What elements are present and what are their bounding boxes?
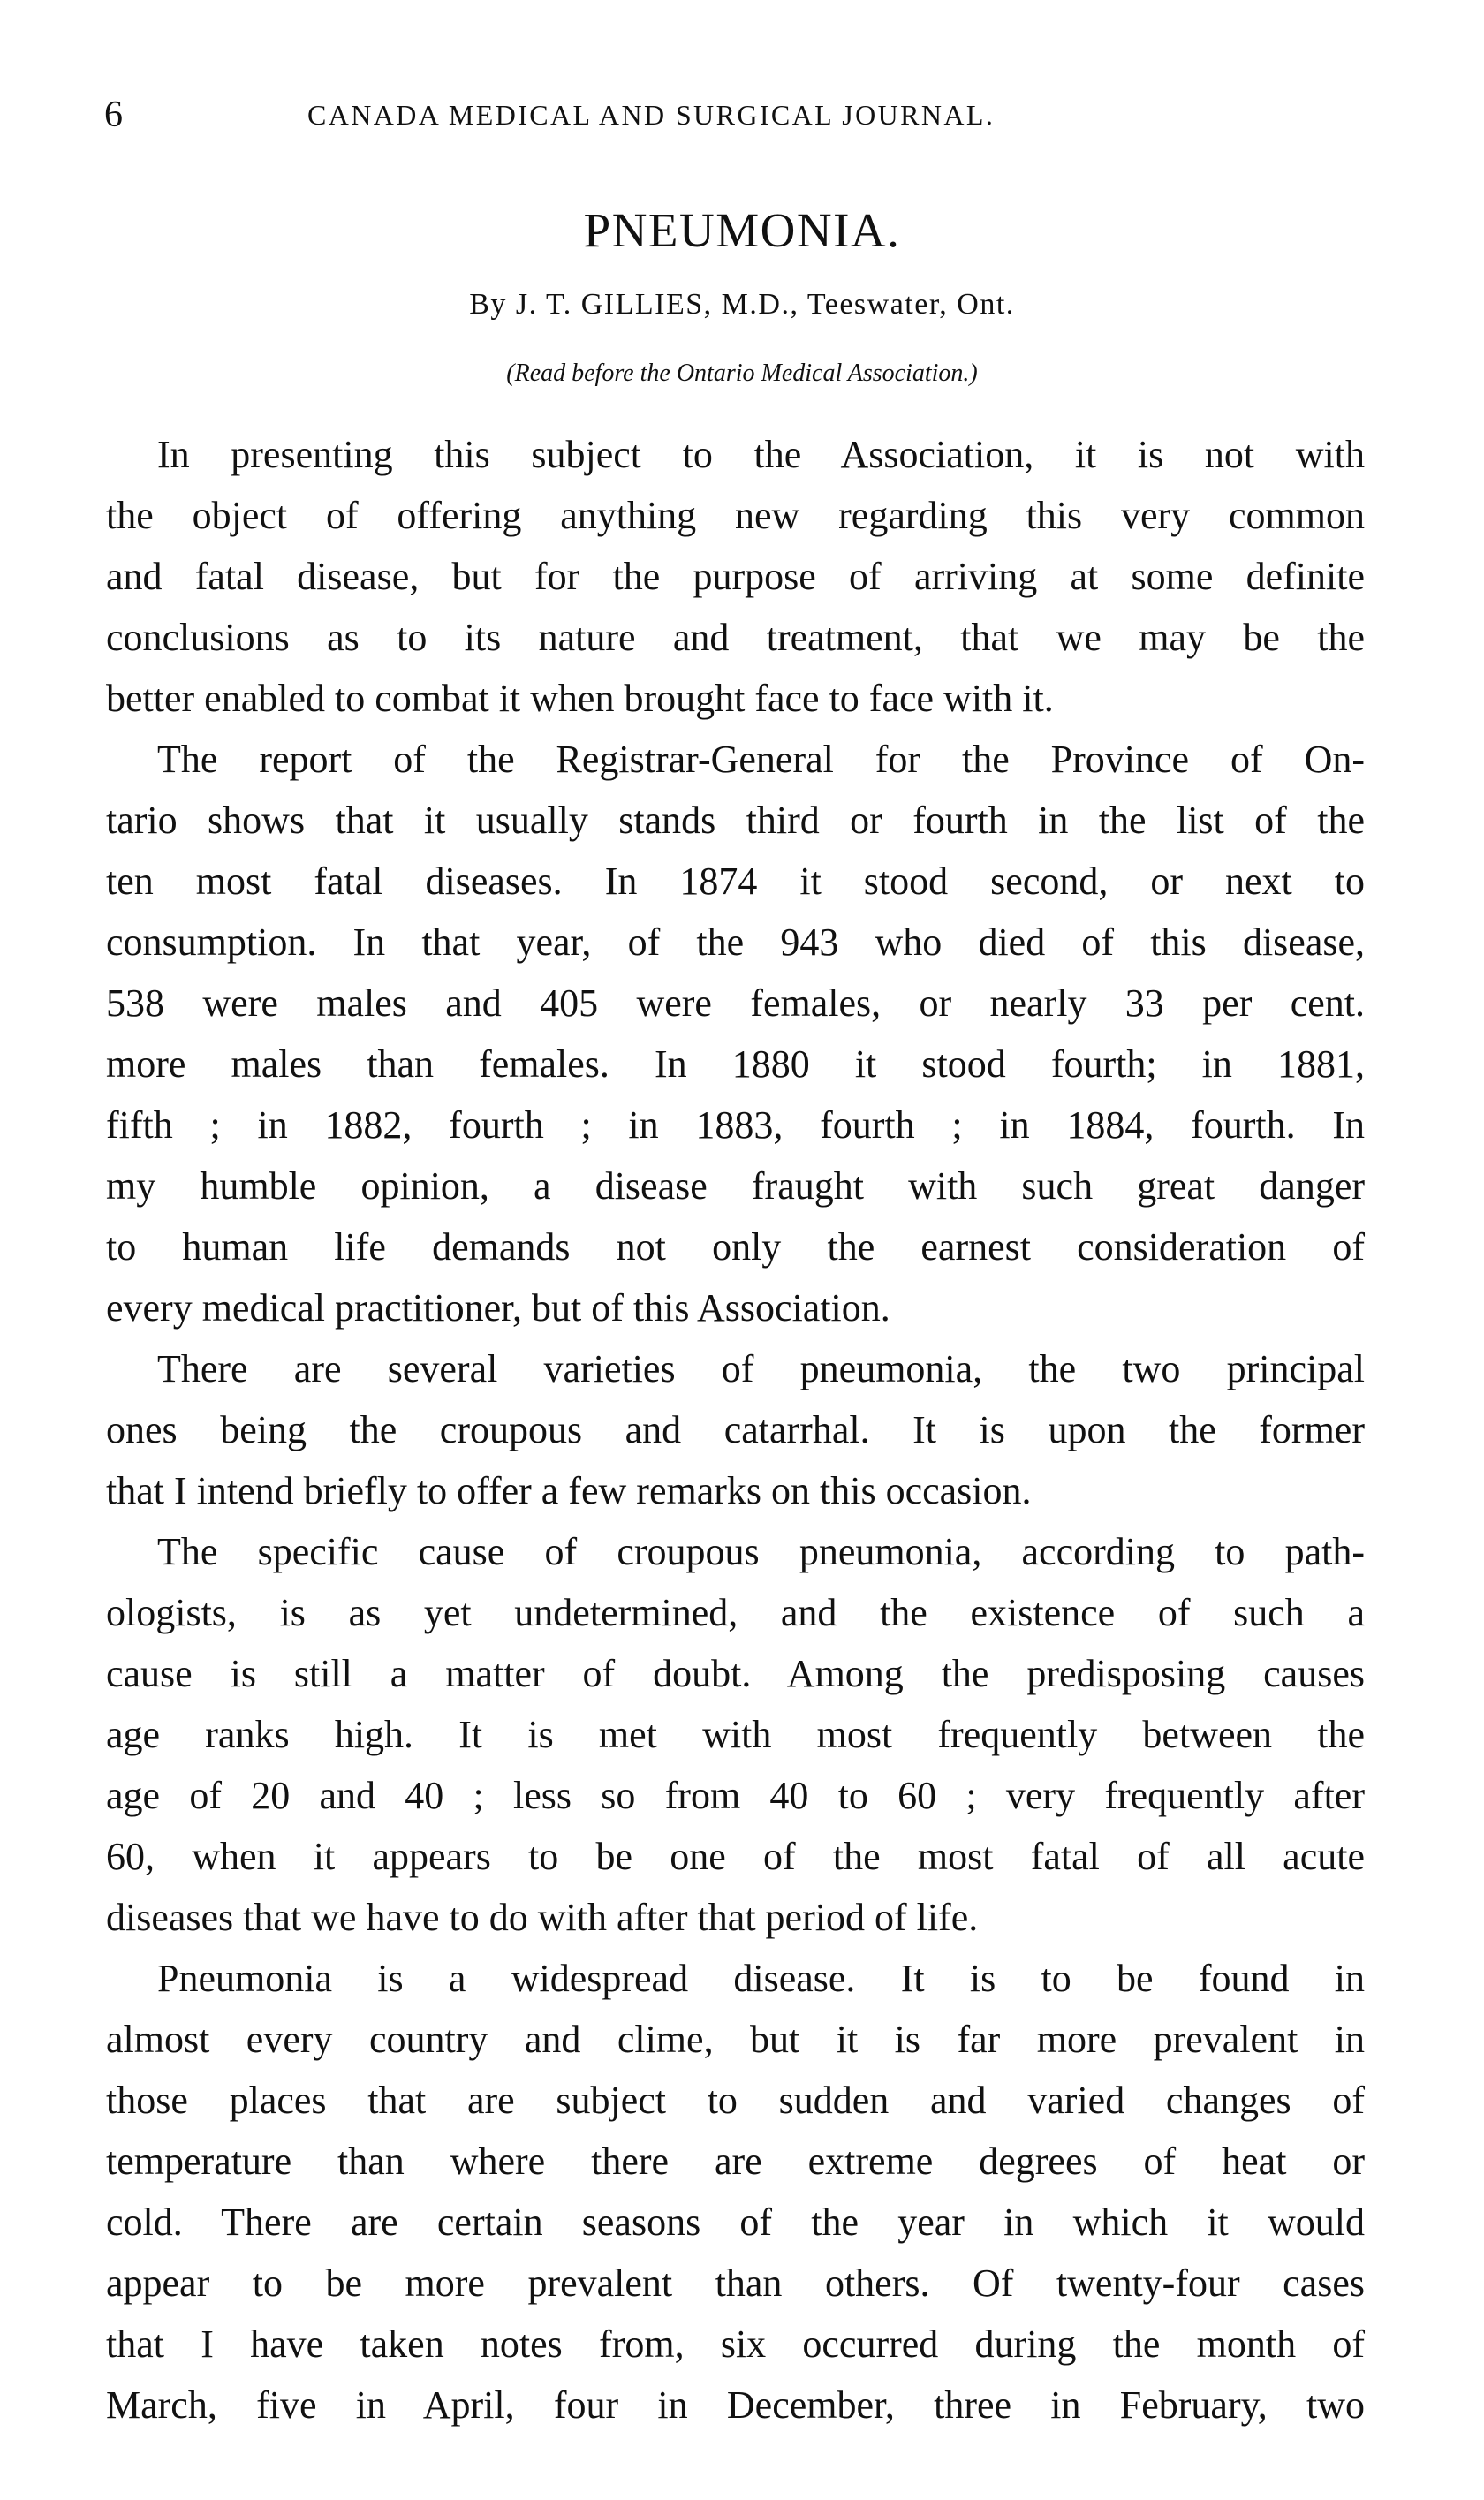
paragraph-3 [106, 1338, 1365, 1521]
paragraph-4 [106, 1521, 1365, 1948]
article-title: PNEUMONIA. [583, 203, 901, 257]
paragraph-2 [106, 729, 1365, 1338]
text-line: that I have taken notes from, six occurred during the month of [106, 2322, 1365, 2366]
text-line: to human life demands not only the earnest consideration of [106, 1225, 1365, 1269]
text-line: tario shows that it usually stands third or fourth in the list of the [106, 799, 1365, 842]
text-line: and fatal disease, but for the purpose of arriving at some definite [106, 555, 1365, 598]
text-line: cold. There are certain seasons of the year in which it would [106, 2201, 1365, 2244]
text-line: more males than females. In 1880 it stood fourth; in 1881, [106, 1042, 1365, 1086]
article-body [106, 424, 1365, 2436]
text-line: ten most fatal diseases. In 1874 it stood second, or next to [106, 860, 1365, 903]
text-line: the object of offering anything new regarding this very common [106, 494, 1365, 537]
journal-title: CANADA MEDICAL AND SURGICAL JOURNAL. [307, 99, 996, 131]
paragraph-1 [106, 424, 1365, 729]
text-line: temperature than where there are extreme degrees of heat or [106, 2140, 1365, 2183]
text-line: There are several varieties of pneumonia, the two principal [157, 1347, 1365, 1390]
text-line: age ranks high. It is met with most frequently between the [106, 1713, 1365, 1756]
text-line: fifth ; in 1882, fourth ; in 1883, fourth ; in 1884, fourth. In [106, 1103, 1365, 1147]
text-line: ologists, is as yet undetermined, and the existence of such a [106, 1591, 1365, 1634]
text-line: almost every country and clime, but it is far more prevalent in [106, 2018, 1365, 2061]
author-byline: By J. T. GILLIES, M.D., Teeswater, Ont. [469, 288, 1015, 321]
text-line: 538 were males and 405 were females, or nearly 33 per cent. [106, 981, 1365, 1025]
text-line: every medical practitioner, but of this Association. [106, 1286, 890, 1330]
read-before-note: (Read before the Ontario Medical Association.) [506, 360, 978, 387]
running-head [104, 93, 1314, 137]
text-line: The specific cause of croupous pneumonia, according to path- [157, 1530, 1365, 1573]
text-line: better enabled to combat it when brought face to face with it. [106, 677, 1054, 720]
text-line: 60, when it appears to be one of the most fatal of all acute [106, 1835, 1365, 1878]
paragraph-5 [106, 1948, 1365, 2436]
text-line: those places that are subject to sudden and varied changes of [106, 2079, 1365, 2122]
text-line: Pneumonia is a widespread disease. It is to be found in [157, 1957, 1365, 2000]
text-line: cause is still a matter of doubt. Among the predisposing causes [106, 1652, 1365, 1695]
page-number: 6 [104, 95, 123, 135]
text-line: In presenting this subject to the Association, it is not with [157, 433, 1365, 476]
text-line: age of 20 and 40 ; less so from 40 to 60 ; very frequently after [106, 1774, 1365, 1817]
text-line: my humble opinion, a disease fraught with such great danger [106, 1164, 1365, 1208]
text-line: ones being the croupous and catarrhal. It is upon the former [106, 1408, 1365, 1451]
text-line: conclusions as to its nature and treatment, that we may be the [106, 616, 1365, 659]
text-line: that I intend briefly to offer a few remarks on this occasion. [106, 1469, 1032, 1512]
text-line: consumption. In that year, of the 943 who died of this disease, [106, 920, 1365, 964]
text-line: diseases that we have to do with after that period of life. [106, 1896, 979, 1939]
text-line: March, five in April, four in December, three in February, two [106, 2383, 1365, 2427]
text-line: appear to be more prevalent than others. Of twenty-four cases [106, 2261, 1365, 2305]
text-line: The report of the Registrar-General for the Province of On- [157, 738, 1365, 781]
